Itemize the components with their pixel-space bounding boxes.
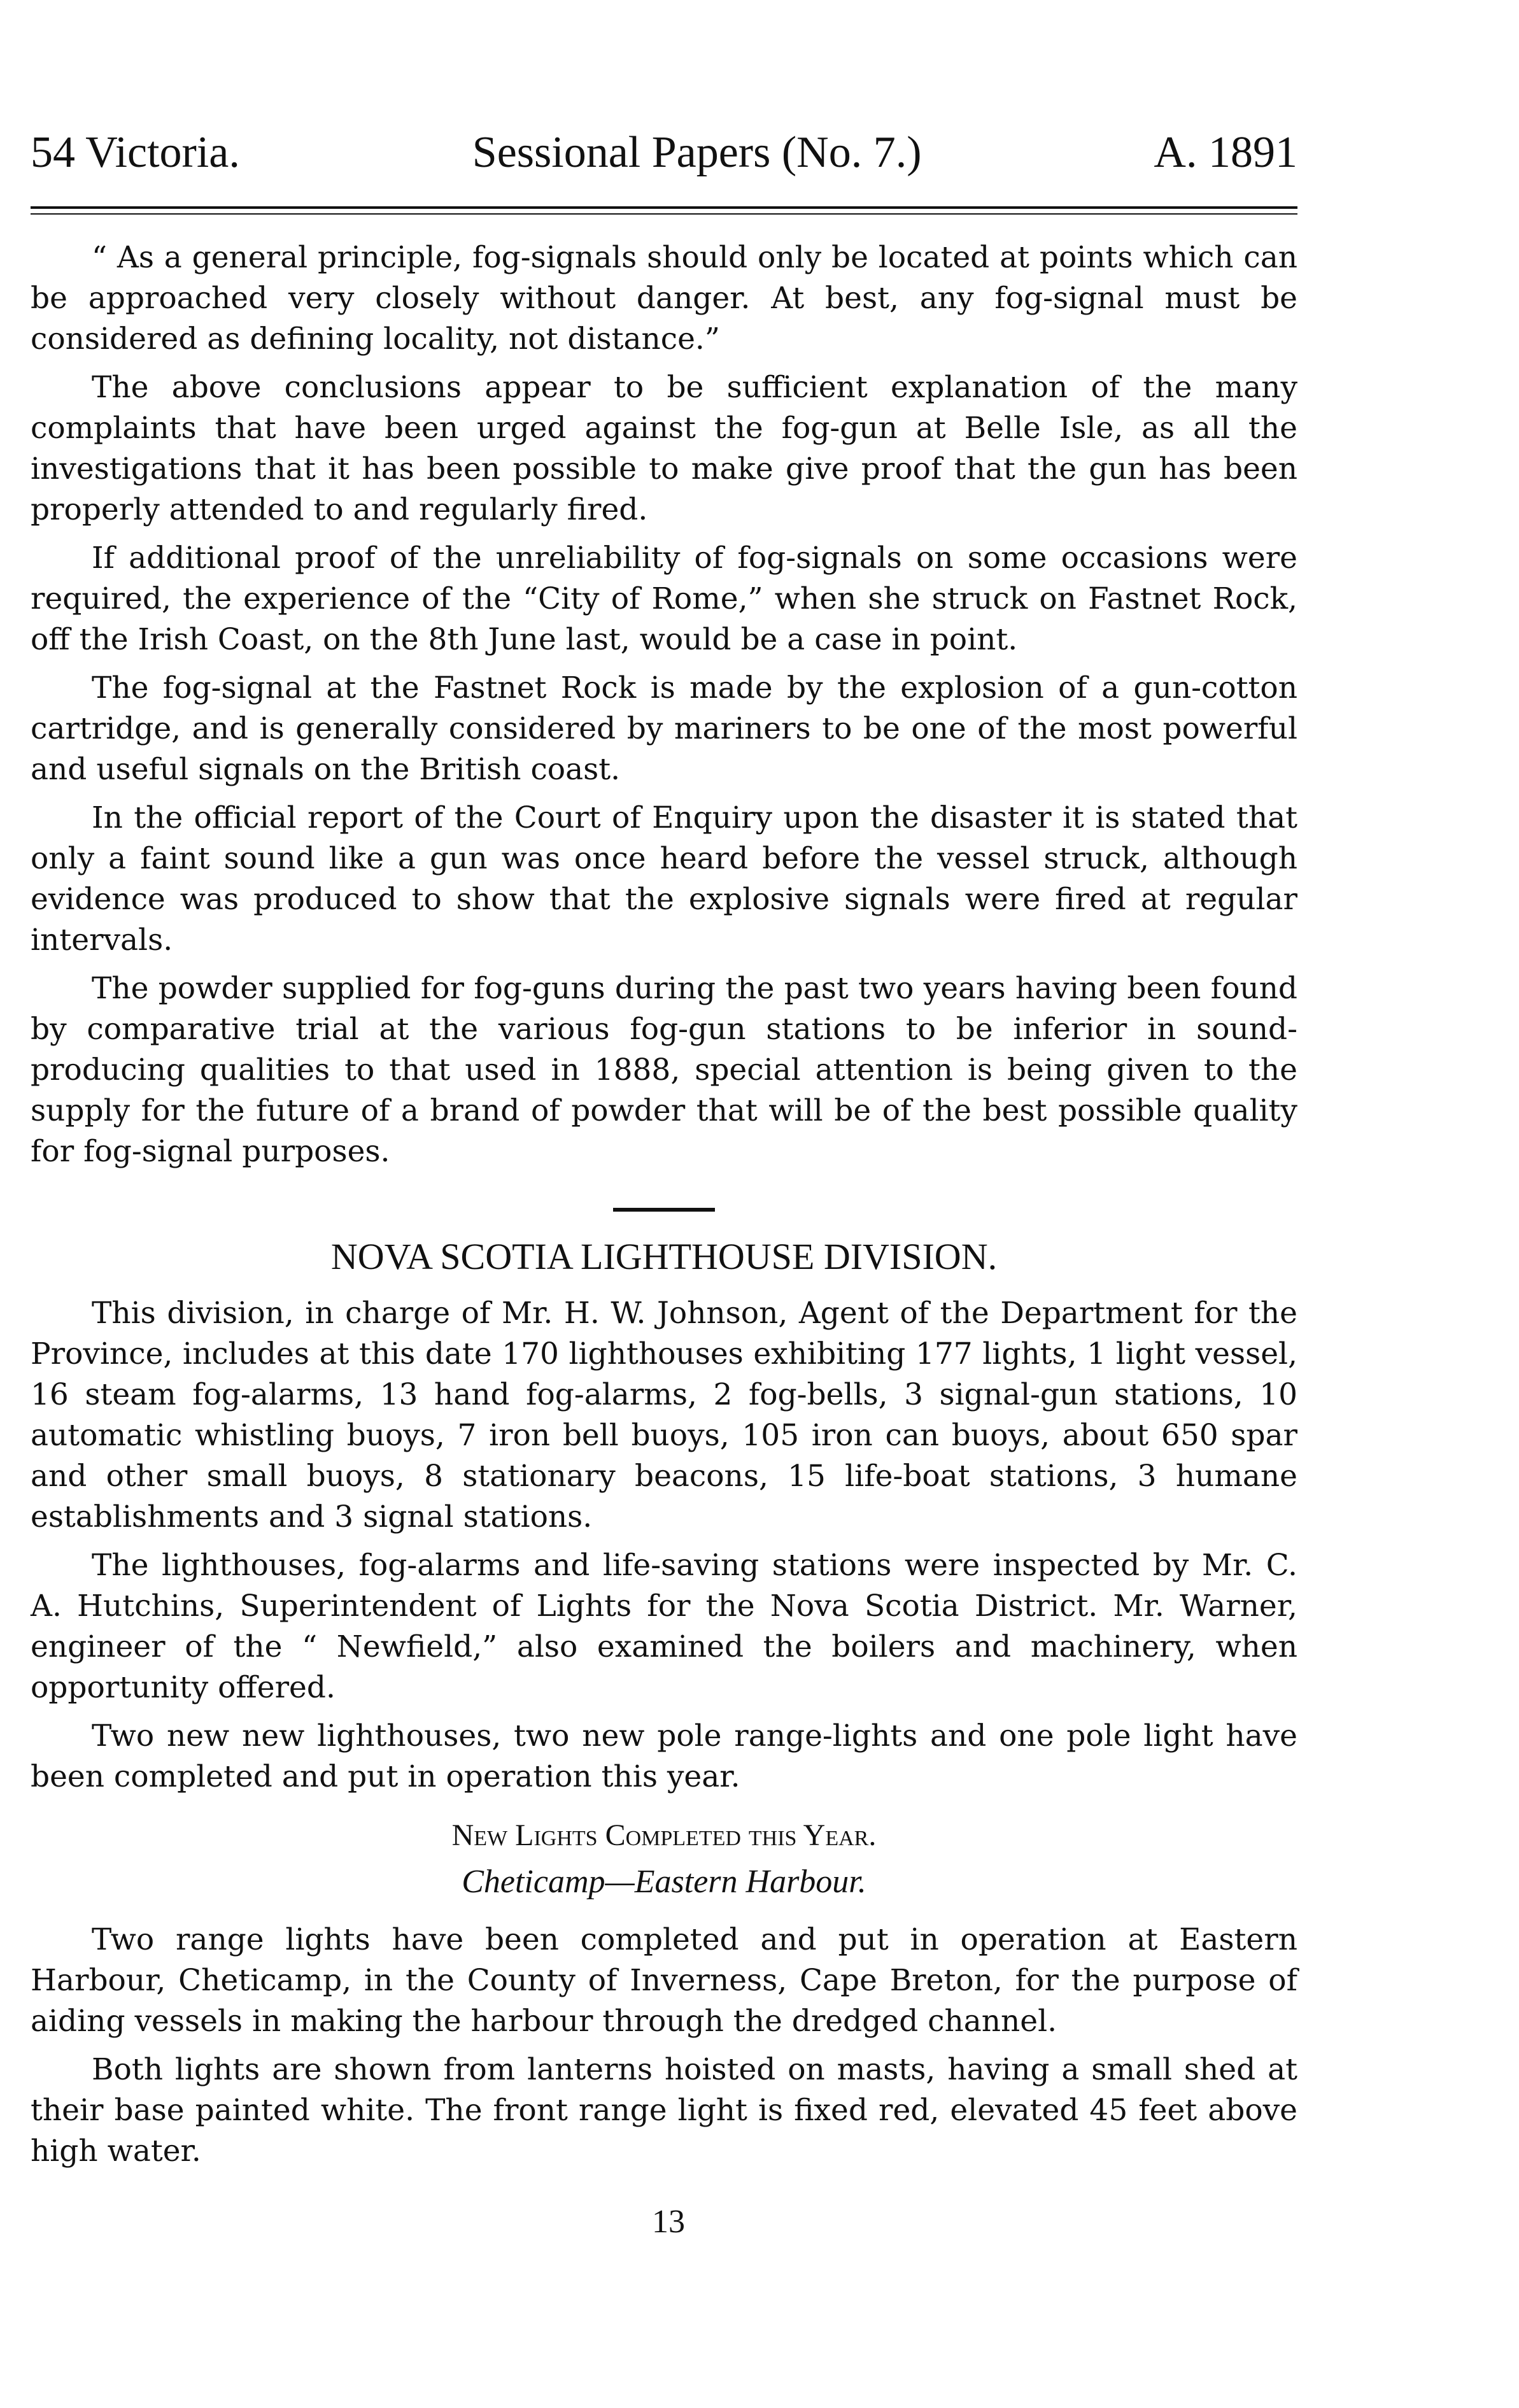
header-volume: 54 Victoria. <box>31 128 240 177</box>
header-year: A. 1891 <box>1154 128 1297 177</box>
paragraph: The powder supplied for fog-guns during the past two years having been found by comparative trial at the various fog-gun stations to be inferior in sound-producing qualities to that used in 1888, special attention is being given to the supply for the future of a brand of powder that will be of the best possible quality for fog-signal purposes. <box>31 971 1297 1169</box>
paragraph: If additional proof of the unreliability of fog-signals on some occasions were required, the experience of the “City of Rome,” when she struck on Fastnet Rock, off the Irish Coast, on the 8th June last, would be a case in point. <box>31 541 1297 657</box>
document-page <box>31 127 1297 2179</box>
paragraph: The lighthouses, fog-alarms and life-saving stations were inspected by Mr. C. A. Hutchins, Superintendent of Lights for the Nova Scotia District. Mr. Warner, engineer of the “ Newfield,” also examined the boilers and machinery, when opportunity offered. <box>31 1548 1297 1705</box>
page-number: 13 <box>652 2204 685 2240</box>
paragraph: The fog-signal at the Fastnet Rock is made by the explosion of a gun-cotton cartridge, and is generally considered by mariners to be one of the most powerful and useful signals on the British coast. <box>31 670 1297 787</box>
paragraph: Two range lights have been completed and put in operation at Eastern Harbour, Cheticamp, in the County of Inverness, Cape Breton, for the purpose of aiding vessels in making the harbour through the dredged channel. <box>31 1922 1297 2039</box>
header-double-rule <box>31 206 1297 215</box>
page-header <box>31 127 1297 178</box>
paragraph: Two new new lighthouses, two new pole range-lights and one pole light have been completed and put in operation this year. <box>31 1718 1297 1794</box>
section-divider <box>613 1208 715 1212</box>
paragraph: The above conclusions appear to be sufficient explanation of the many complaints that have been urged against the fog-gun at Belle Isle, as all the investigations that it has been possible to make give proof that the gun has been properly attended to and regularly fired. <box>31 370 1297 527</box>
sub-heading: New Lights Completed this Year. <box>451 1818 877 1852</box>
paragraph: “ As a general principle, fog-signals should only be located at points which can be approached very closely without danger. At best, any fog-signal must be considered as defining locality, not distance.” <box>31 240 1297 357</box>
header-title: Sessional Papers (No. 7.) <box>472 128 922 177</box>
paragraph: This division, in charge of Mr. H. W. Johnson, Agent of the Department for the Province, includes at this date 170 lighthouses exhibiting 177 lights, 1 light vessel, 16 steam fog-alarms, 13 hand fog-alarms, 2 fog-bells, 3 signal-gun stations, 10 automatic whistling buoys, 7 iron bell buoys, 105 iron can buoys, about 650 spar and other small buoys, 8 stationary beacons, 15 life-boat stations, 3 humane establishments and 3 signal stations. <box>31 1296 1297 1534</box>
paragraph: In the official report of the Court of Enquiry upon the disaster it is stated that only a faint sound like a gun was once heard before the vessel struck, although evidence was produced to show that the explosive signals were fired at regular intervals. <box>31 800 1297 958</box>
italic-heading: Cheticamp—Eastern Harbour. <box>462 1864 866 1900</box>
paragraph: Both lights are shown from lanterns hoisted on masts, having a small shed at their base painted white. The front range light is fixed red, elevated 45 feet above high water. <box>31 2052 1297 2169</box>
body-text <box>31 237 1297 2172</box>
section-title: NOVA SCOTIA LIGHTHOUSE DIVISION. <box>330 1236 998 1277</box>
